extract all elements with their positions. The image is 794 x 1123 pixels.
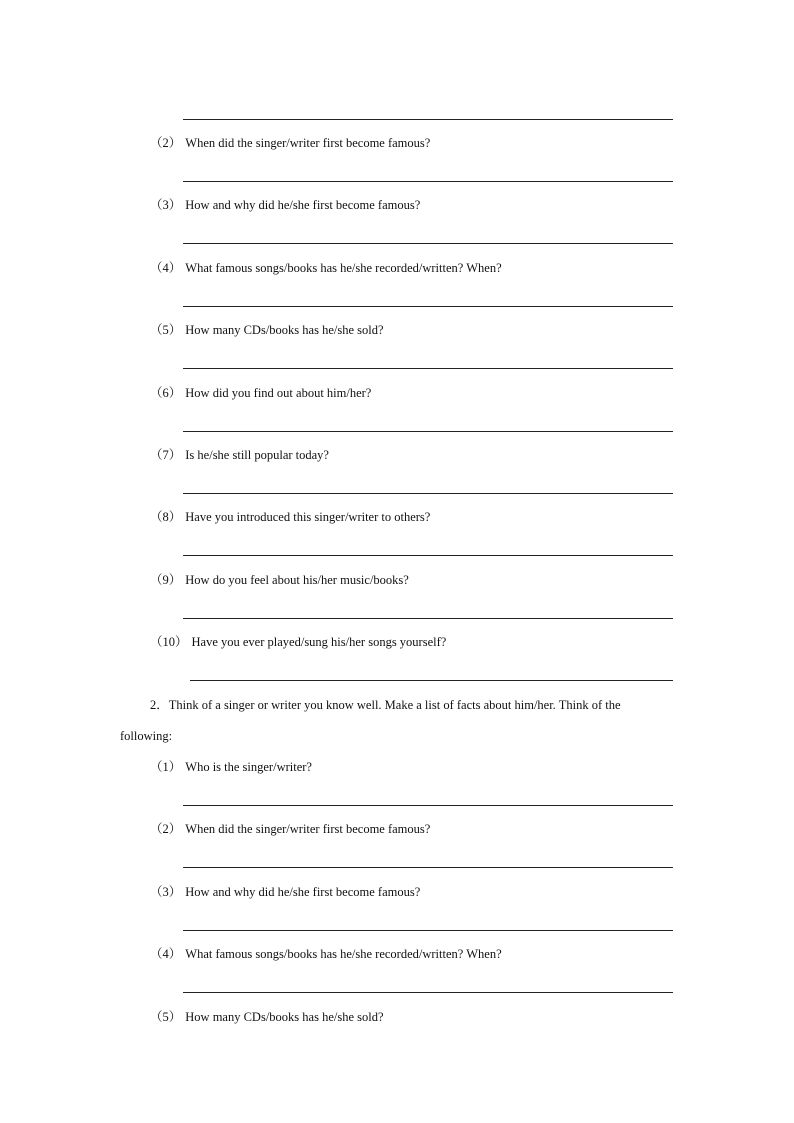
question-text: What famous songs/books has he/she recorded/written? When? (185, 947, 502, 961)
question-item (150, 197, 420, 213)
question-number: （5） (150, 1010, 182, 1024)
question-number: （2） (150, 822, 182, 836)
question-number: （7） (150, 448, 182, 462)
question-number: （4） (150, 947, 182, 961)
question-text: When did the singer/writer first become famous? (185, 136, 431, 150)
section-intro-line1: 2．Think of a singer or writer you know well. Make a list of facts about him/her. Think of the (150, 698, 621, 712)
question-text: When did the singer/writer first become famous? (185, 822, 431, 836)
question-item (150, 759, 312, 775)
section-intro-continued (120, 728, 172, 744)
section-intro (150, 697, 621, 713)
answer-line[interactable] (183, 368, 673, 369)
question-item (150, 1009, 384, 1025)
question-item (150, 322, 384, 338)
question-text: Is he/she still popular today? (185, 448, 329, 462)
question-item (150, 447, 329, 463)
question-item (150, 821, 430, 837)
question-number: （1） (150, 760, 182, 774)
question-text: What famous songs/books has he/she recorded/written? When? (185, 261, 502, 275)
question-text: How many CDs/books has he/she sold? (185, 1010, 384, 1024)
question-text: Who is the singer/writer? (185, 760, 312, 774)
question-number: （6） (150, 386, 182, 400)
answer-line[interactable] (190, 680, 673, 681)
section-intro-line2: following: (120, 729, 173, 743)
answer-line[interactable] (183, 306, 673, 307)
answer-line[interactable] (183, 930, 673, 931)
answer-line[interactable] (183, 119, 673, 120)
question-number: （10） (150, 635, 188, 649)
question-item (150, 385, 371, 401)
question-text: How many CDs/books has he/she sold? (185, 323, 384, 337)
answer-line[interactable] (183, 493, 673, 494)
question-text: Have you ever played/sung his/her songs yourself? (191, 635, 447, 649)
question-number: （9） (150, 573, 182, 587)
answer-line[interactable] (183, 243, 673, 244)
answer-line[interactable] (183, 431, 673, 432)
question-text: How do you feel about his/her music/books? (185, 573, 409, 587)
question-item (150, 634, 446, 650)
question-number: （3） (150, 198, 182, 212)
question-number: （5） (150, 323, 182, 337)
answer-line[interactable] (183, 867, 673, 868)
question-text: How did you find out about him/her? (185, 386, 372, 400)
question-text: How and why did he/she first become famous? (185, 198, 421, 212)
question-text: Have you introduced this singer/writer to others? (185, 510, 431, 524)
question-text: How and why did he/she first become famous? (185, 885, 421, 899)
question-item (150, 946, 502, 962)
answer-line[interactable] (183, 992, 673, 993)
question-item (150, 260, 502, 276)
answer-line[interactable] (183, 555, 673, 556)
question-item (150, 572, 409, 588)
question-item (150, 509, 430, 525)
question-number: （2） (150, 136, 182, 150)
question-number: （4） (150, 261, 182, 275)
answer-line[interactable] (183, 181, 673, 182)
question-number: （8） (150, 510, 182, 524)
answer-line[interactable] (183, 805, 673, 806)
question-number: （3） (150, 885, 182, 899)
answer-line[interactable] (183, 618, 673, 619)
question-item (150, 135, 430, 151)
question-item (150, 884, 420, 900)
